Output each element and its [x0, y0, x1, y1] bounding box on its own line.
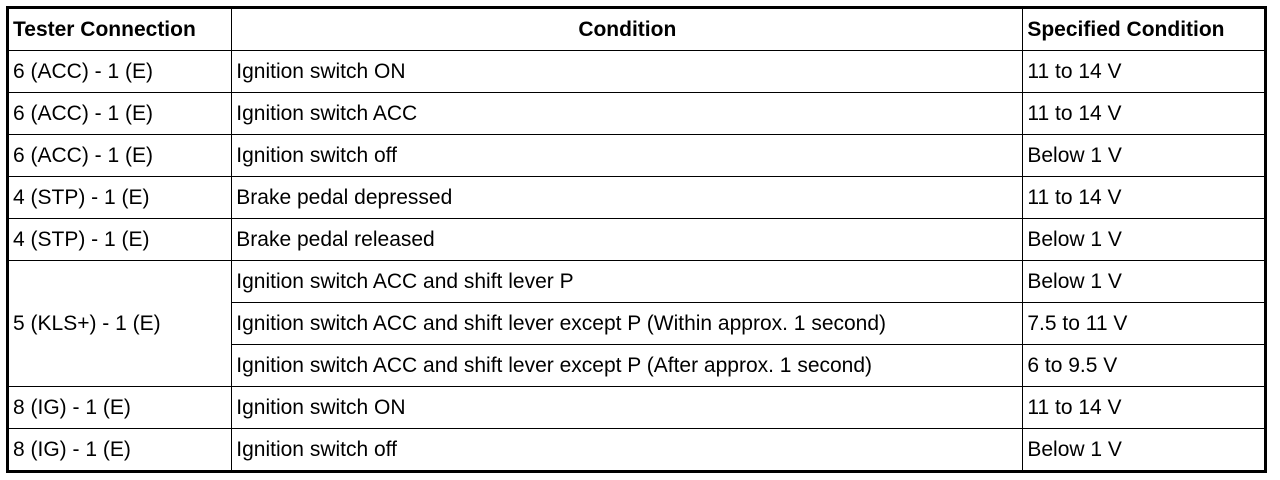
condition-cell: Ignition switch ON: [232, 51, 1023, 93]
tester-connection-cell: 4 (STP) - 1 (E): [8, 177, 232, 219]
table-row: [8, 429, 1266, 472]
table-row: [8, 387, 1266, 429]
spec-table-container: [6, 6, 1267, 473]
table-header-row: [8, 8, 1266, 51]
specified-condition-cell: Below 1 V: [1023, 429, 1266, 472]
tester-connection-group-cell: 5 (KLS+) - 1 (E): [8, 261, 232, 387]
condition-cell: Brake pedal depressed: [232, 177, 1023, 219]
header-tester-connection: Tester Connection: [8, 8, 232, 51]
condition-cell: Ignition switch off: [232, 429, 1023, 472]
condition-cell: Ignition switch ACC: [232, 93, 1023, 135]
specified-condition-cell: Below 1 V: [1023, 261, 1266, 303]
specified-condition-cell: 11 to 14 V: [1023, 51, 1266, 93]
table-row: [8, 261, 1266, 303]
specification-table: [6, 6, 1267, 473]
tester-connection-cell: 8 (IG) - 1 (E): [8, 387, 232, 429]
tester-connection-cell: 6 (ACC) - 1 (E): [8, 135, 232, 177]
condition-cell: Ignition switch off: [232, 135, 1023, 177]
tester-connection-cell: 6 (ACC) - 1 (E): [8, 93, 232, 135]
header-condition: Condition: [232, 8, 1023, 51]
specified-condition-cell: 6 to 9.5 V: [1023, 345, 1266, 387]
condition-cell: Ignition switch ON: [232, 387, 1023, 429]
table-row: [8, 177, 1266, 219]
specified-condition-cell: Below 1 V: [1023, 219, 1266, 261]
condition-cell: Ignition switch ACC and shift lever except P (Within approx. 1 second): [232, 303, 1023, 345]
specified-condition-cell: 7.5 to 11 V: [1023, 303, 1266, 345]
specified-condition-cell: 11 to 14 V: [1023, 177, 1266, 219]
specified-condition-cell: 11 to 14 V: [1023, 387, 1266, 429]
table-row: [8, 51, 1266, 93]
table-row: [8, 135, 1266, 177]
table-row: [8, 219, 1266, 261]
condition-cell: Ignition switch ACC and shift lever P: [232, 261, 1023, 303]
table-row: [8, 93, 1266, 135]
condition-cell: Brake pedal released: [232, 219, 1023, 261]
tester-connection-cell: 8 (IG) - 1 (E): [8, 429, 232, 472]
condition-cell: Ignition switch ACC and shift lever except P (After approx. 1 second): [232, 345, 1023, 387]
tester-connection-cell: 6 (ACC) - 1 (E): [8, 51, 232, 93]
specified-condition-cell: 11 to 14 V: [1023, 93, 1266, 135]
specified-condition-cell: Below 1 V: [1023, 135, 1266, 177]
header-specified-condition: Specified Condition: [1023, 8, 1266, 51]
tester-connection-cell: 4 (STP) - 1 (E): [8, 219, 232, 261]
